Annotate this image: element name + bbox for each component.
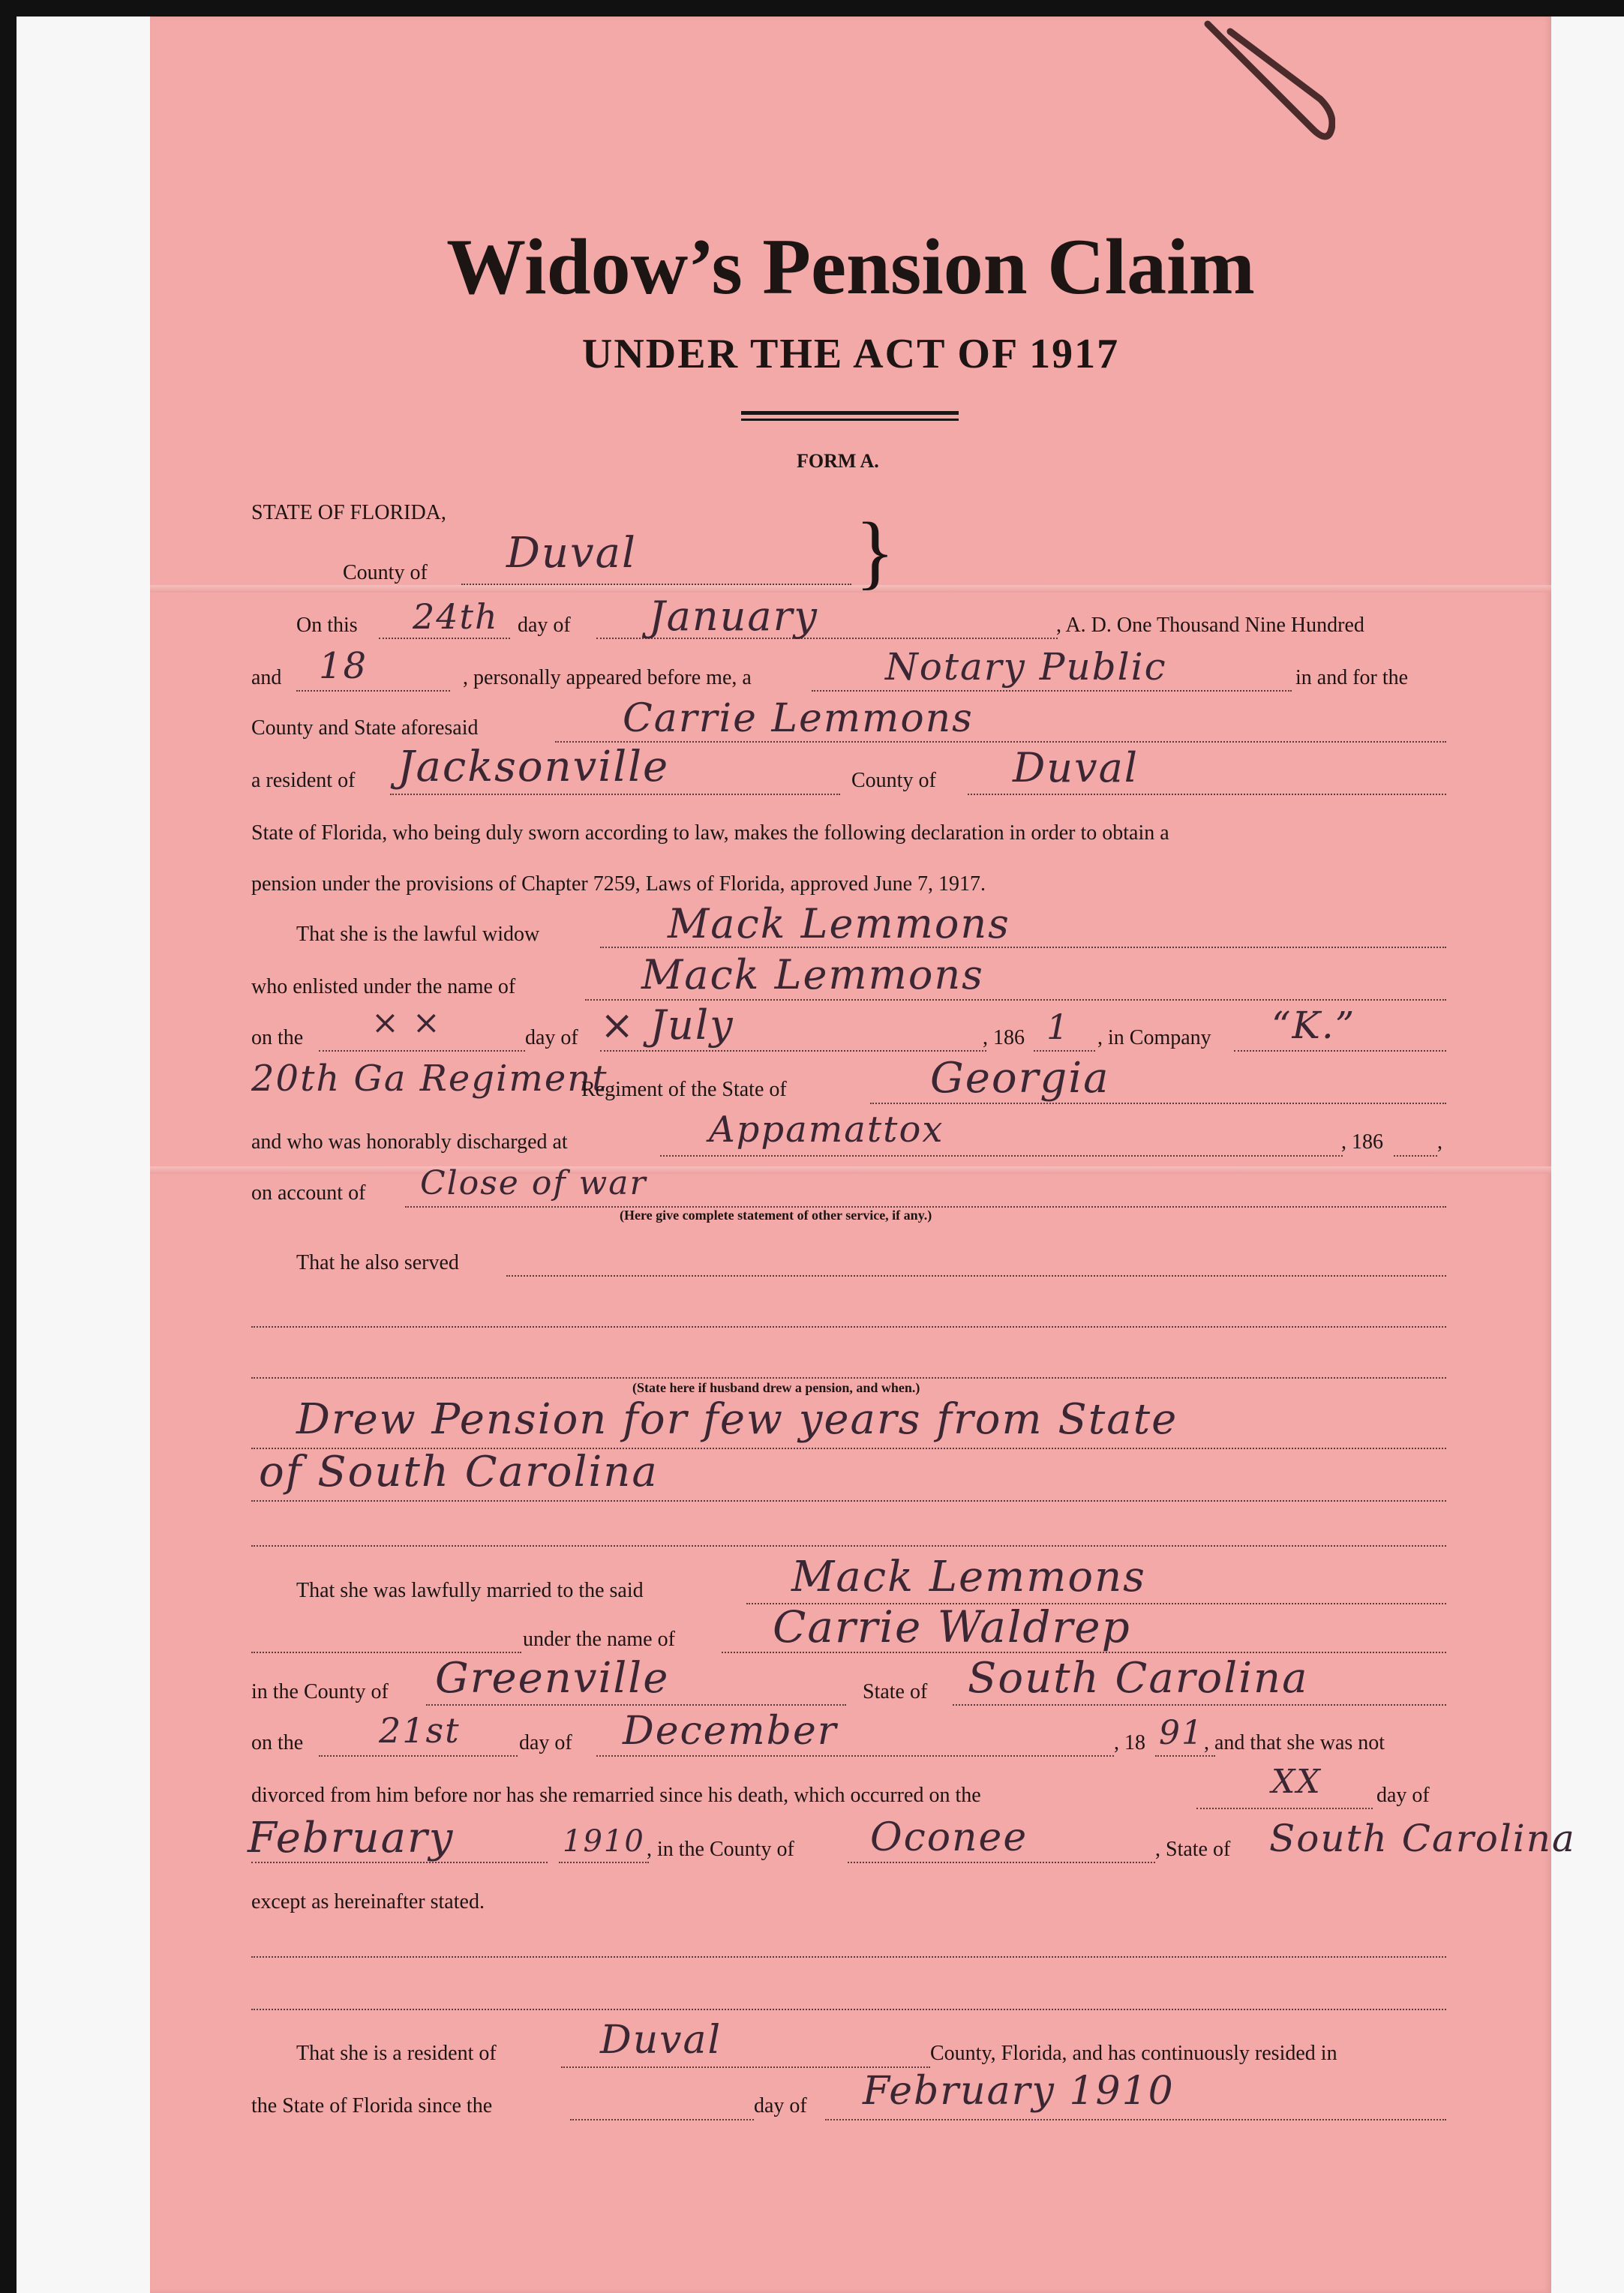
enlisted-line bbox=[585, 999, 1446, 1001]
year-value: 18 bbox=[319, 645, 368, 687]
enlist-year-value: 1 bbox=[1046, 1007, 1070, 1047]
married-label: That she was lawfully married to the said bbox=[296, 1579, 644, 1602]
form-title: Widow’s Pension Claim bbox=[446, 223, 1255, 311]
discharged-year-end: , bbox=[1437, 1130, 1442, 1154]
marriage-year-prefix: , 18 bbox=[1114, 1731, 1145, 1754]
since-month-line bbox=[825, 2119, 1446, 2120]
since-day-of-label: day of bbox=[754, 2094, 807, 2117]
county-of-label: County of bbox=[851, 769, 936, 792]
death-day-of-label: day of bbox=[1376, 1784, 1430, 1807]
pension-note: (State here if husband drew a pension, and when.) bbox=[632, 1380, 920, 1395]
not-divorced-label: , and that she was not bbox=[1204, 1731, 1385, 1754]
death-day-line bbox=[1196, 1808, 1373, 1809]
on-this-label: On this bbox=[296, 614, 358, 637]
pension-text-1: Drew Pension for few years from State bbox=[296, 1395, 1178, 1444]
pension-provision-line: pension under the provisions of Chapter 7259, Laws of Florida, approved June 7, 1917. bbox=[251, 872, 986, 896]
served-line-3 bbox=[251, 1377, 1446, 1379]
marriage-year-line bbox=[1155, 1755, 1215, 1757]
claimant-line bbox=[555, 741, 1446, 743]
marriage-month-value: December bbox=[623, 1709, 838, 1754]
marriage-county-line bbox=[426, 1704, 846, 1706]
and-label: and bbox=[251, 666, 282, 689]
married-value: Mack Lemmons bbox=[791, 1553, 1146, 1601]
death-county-value: Oconee bbox=[870, 1815, 1028, 1860]
enlist-day-value: × × bbox=[371, 1004, 442, 1042]
declaration-line: State of Florida, who being duly sworn according to law, makes the following declaration in order to obtain a bbox=[251, 821, 1169, 845]
regiment-state-line bbox=[870, 1103, 1446, 1104]
since-label: the State of Florida since the bbox=[251, 2094, 493, 2117]
enlisted-label: who enlisted under the name of bbox=[251, 975, 516, 998]
marriage-day-value: 21st bbox=[379, 1710, 461, 1751]
state-label: STATE OF FLORIDA, bbox=[251, 501, 446, 524]
discharged-value: Appamattox bbox=[709, 1109, 944, 1151]
account-label: on account of bbox=[251, 1181, 366, 1205]
city-value: Jacksonville bbox=[398, 743, 670, 791]
enlist-day-line bbox=[319, 1050, 525, 1052]
city-line bbox=[390, 794, 840, 795]
widow-label: That she is the lawful widow bbox=[296, 923, 540, 946]
pension-text-2: of South Carolina bbox=[259, 1448, 659, 1496]
enlist-month-line bbox=[600, 1050, 986, 1052]
enlist-year-prefix: , 186 bbox=[983, 1026, 1025, 1049]
since-value: February 1910 bbox=[863, 2069, 1175, 2114]
county-line bbox=[461, 584, 851, 585]
day-line bbox=[379, 638, 510, 639]
marriage-month-line bbox=[596, 1755, 1114, 1757]
discharged-year-line bbox=[1394, 1155, 1437, 1157]
served-line bbox=[506, 1275, 1446, 1277]
enlist-month-value: × July bbox=[600, 1001, 734, 1049]
enlist-day-of-label: day of bbox=[525, 1026, 578, 1049]
marriage-day-of-label: day of bbox=[519, 1731, 572, 1754]
appeared-label: , personally appeared before me, a bbox=[463, 666, 752, 689]
regiment-value: 20th Ga Regiment bbox=[251, 1058, 608, 1100]
under-name-lead-line bbox=[251, 1652, 521, 1653]
death-county-line bbox=[848, 1862, 1155, 1863]
account-note: (Here give complete statement of other service, if any.) bbox=[620, 1208, 932, 1223]
since-day-line bbox=[570, 2119, 754, 2120]
marriage-county-value: Greenville bbox=[435, 1654, 670, 1703]
marriage-state-value: South Carolina bbox=[968, 1654, 1309, 1703]
pension-line-3 bbox=[251, 1545, 1446, 1547]
scan-top-border bbox=[0, 0, 1624, 17]
day-of-label: day of bbox=[518, 614, 571, 637]
under-name-label: under the name of bbox=[523, 1628, 675, 1651]
served-line-2 bbox=[251, 1326, 1446, 1328]
company-line bbox=[1234, 1050, 1446, 1052]
resident-of-label: a resident of bbox=[251, 769, 356, 792]
county-label: County of bbox=[343, 561, 428, 584]
month-value: January bbox=[649, 593, 818, 640]
paper-fold-line bbox=[150, 585, 1551, 593]
enlisted-value: Mack Lemmons bbox=[641, 951, 984, 998]
on-the-label: on the bbox=[251, 1026, 304, 1049]
discharged-line bbox=[660, 1155, 1343, 1157]
marriage-county-label: in the County of bbox=[251, 1680, 389, 1703]
regiment-label: Regiment of the State of bbox=[581, 1078, 787, 1101]
residence-label: That she is a resident of bbox=[296, 2042, 497, 2065]
discharged-year-prefix: , 186 bbox=[1341, 1130, 1383, 1154]
widow-value: Mack Lemmons bbox=[668, 900, 1010, 947]
marriage-day-line bbox=[319, 1755, 518, 1757]
pension-line-2 bbox=[251, 1500, 1446, 1502]
death-state-value: South Carolina bbox=[1269, 1817, 1576, 1860]
marriage-state-label: State of bbox=[863, 1680, 928, 1703]
except-label: except as hereinafter stated. bbox=[251, 1890, 485, 1913]
title-rule bbox=[741, 411, 959, 415]
in-and-for-label: in and for the bbox=[1295, 666, 1409, 689]
residence-line bbox=[561, 2066, 930, 2068]
account-value: Close of war bbox=[420, 1164, 647, 1202]
death-county-label: , in the County of bbox=[647, 1838, 794, 1861]
year-line bbox=[296, 690, 450, 692]
divorced-line: divorced from him before nor has she remarried since his death, which occurred on the bbox=[251, 1784, 981, 1807]
death-year-value: 1910 bbox=[563, 1824, 645, 1859]
discharged-label: and who was honorably discharged at bbox=[251, 1130, 568, 1154]
served-label: That he also served bbox=[296, 1251, 459, 1274]
claimant-name: Carrie Lemmons bbox=[623, 696, 974, 741]
regiment-state-value: Georgia bbox=[930, 1054, 1110, 1103]
death-month-value: February bbox=[248, 1814, 455, 1862]
officer-line bbox=[812, 690, 1292, 692]
company-value: “K.” bbox=[1271, 1004, 1356, 1047]
company-label: , in Company bbox=[1097, 1026, 1211, 1049]
maiden-value: Carrie Waldrep bbox=[773, 1601, 1131, 1652]
county-florida-label: County, Florida, and has continuously resided in bbox=[930, 2042, 1337, 2065]
ad-label: , A. D. One Thousand Nine Hundred bbox=[1056, 614, 1364, 637]
form-subtitle: UNDER THE ACT OF 1917 bbox=[581, 331, 1120, 377]
scan-left-border bbox=[0, 17, 17, 2293]
title-rule bbox=[741, 419, 959, 421]
county-value: Duval bbox=[506, 529, 637, 578]
enlist-year-line bbox=[1034, 1050, 1095, 1052]
county2-value: Duval bbox=[1013, 744, 1139, 791]
residence-value: Duval bbox=[600, 2018, 722, 2063]
paper-fold-line bbox=[150, 1166, 1551, 1174]
death-day-value: XX bbox=[1271, 1763, 1322, 1801]
except-line-1 bbox=[251, 1956, 1446, 1958]
death-year-line bbox=[559, 1862, 649, 1863]
marriage-state-line bbox=[953, 1704, 1446, 1706]
marriage-on-the-label: on the bbox=[251, 1731, 304, 1754]
marriage-year-value: 91 bbox=[1159, 1714, 1204, 1752]
officer-value: Notary Public bbox=[885, 645, 1167, 689]
county2-line bbox=[968, 794, 1446, 795]
death-state-label: , State of bbox=[1155, 1838, 1231, 1861]
except-line-2 bbox=[251, 2009, 1446, 2010]
brace: } bbox=[855, 506, 895, 597]
day-value: 24th bbox=[413, 596, 499, 637]
county-state-label: County and State aforesaid bbox=[251, 716, 479, 740]
paperclip-icon bbox=[1200, 17, 1335, 144]
form-label: FORM A. bbox=[797, 450, 879, 472]
